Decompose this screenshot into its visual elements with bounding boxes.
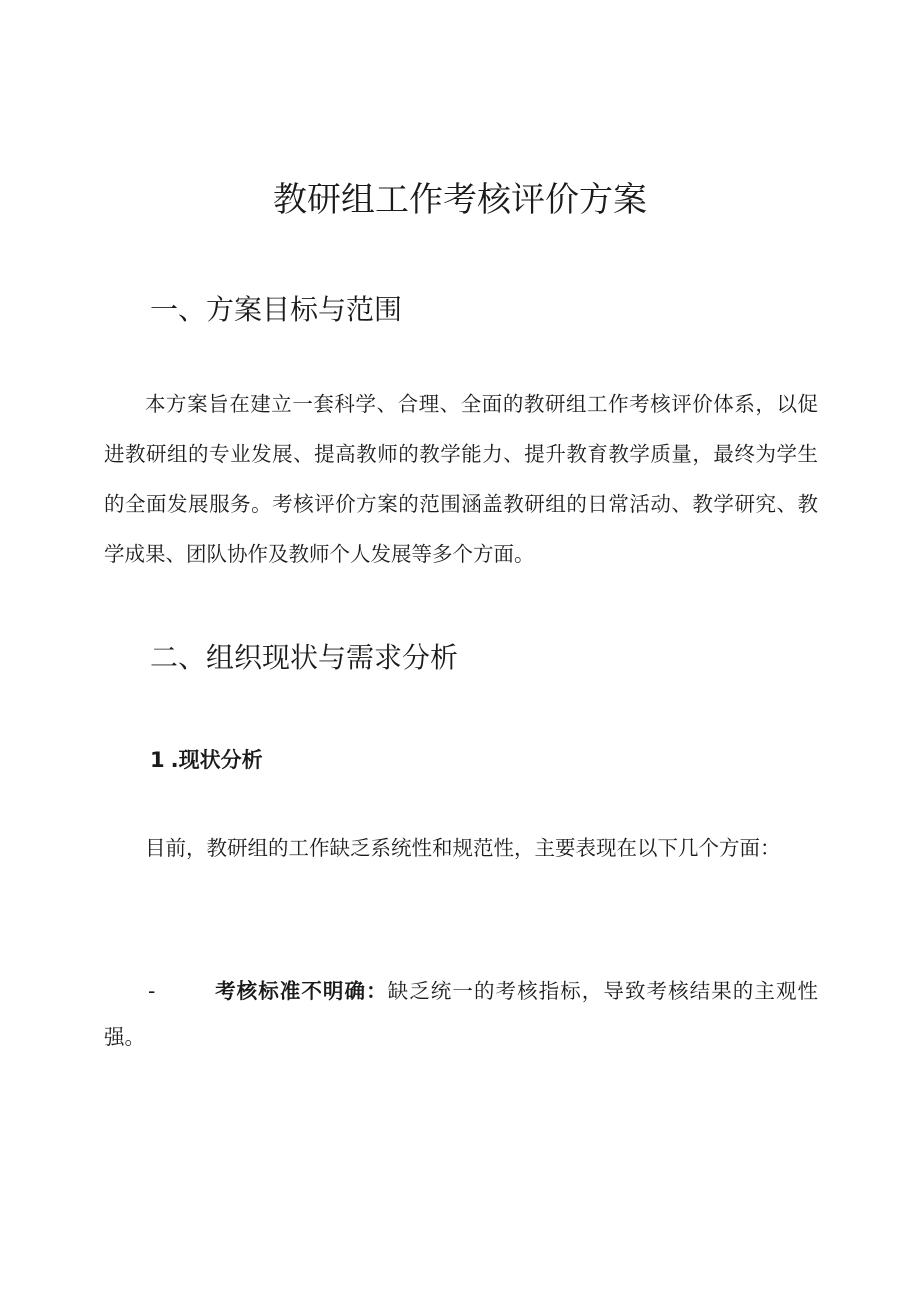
bullet-text: 缺乏统一的考核指标，导致考核结果的主观性强。 xyxy=(104,979,819,1049)
subsection-1-heading xyxy=(150,742,263,778)
list-item xyxy=(104,968,818,1060)
subsection-1-paragraph: 目前，教研组的工作缺乏系统性和规范性，主要表现在以下几个方面： xyxy=(145,836,781,860)
section-1-heading: 一、方案目标与范围 xyxy=(150,293,403,326)
bullet-term: 考核标准不明确： xyxy=(214,979,388,1003)
document-title: 教研组工作考核评价方案 xyxy=(273,180,647,220)
section-2-heading: 二、组织现状与需求分析 xyxy=(150,641,459,674)
subsection-1-number: 1 xyxy=(150,748,165,772)
section-1-paragraph: 本方案旨在建立一套科学、合理、全面的教研组工作考核评价体系，以促进教研组的专业发展、提高教师的教学能力、提升教育教学质量，最终为学生的全面发展服务。考核评价方案的范围涵盖教研组的日常活动、教学研究、教学成果、团队协作及教师个人发展等多个方面。 xyxy=(104,392,818,566)
bullet-marker: - xyxy=(148,979,156,1003)
subsection-1-title: .现状分析 xyxy=(170,748,263,772)
